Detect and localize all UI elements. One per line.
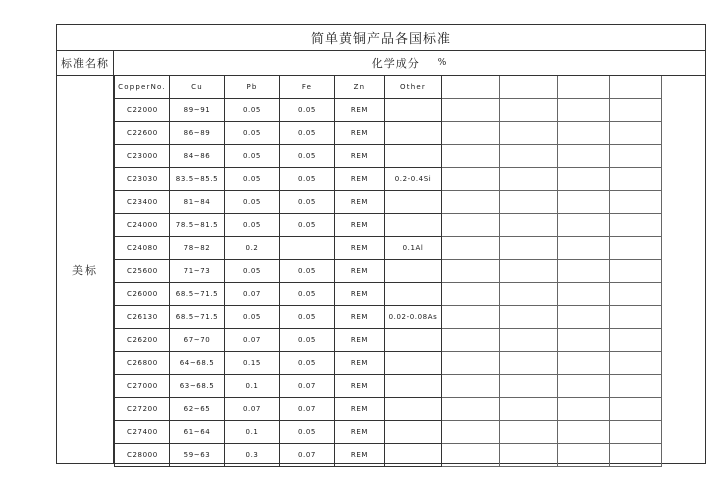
- blank-cell: [442, 122, 500, 145]
- cell-other: [385, 99, 442, 122]
- blank-cell: [558, 214, 610, 237]
- cell-copper-no: C28000: [115, 444, 170, 467]
- table-row: [115, 444, 662, 467]
- cell-zn: REM: [335, 421, 385, 444]
- blank-cell: [610, 352, 662, 375]
- cell-cu: 64~68.5: [170, 352, 225, 375]
- composition-header: [114, 50, 705, 75]
- sheet-title: 简单黄铜产品各国标准: [56, 24, 706, 51]
- blank-cell: [442, 99, 500, 122]
- cell-pb: 0.05: [225, 191, 280, 214]
- cell-pb: 0.3: [225, 444, 280, 467]
- standard-label-us: 美标: [57, 76, 114, 463]
- cell-cu: 89~91: [170, 99, 225, 122]
- cell-fe: 0.05: [280, 191, 335, 214]
- blank-cell: [500, 99, 558, 122]
- blank-cell: [500, 306, 558, 329]
- cell-other: [385, 444, 442, 467]
- column-header-pb: Pb: [225, 76, 280, 99]
- cell-pb: 0.05: [225, 306, 280, 329]
- cell-fe: [280, 237, 335, 260]
- cell-copper-no: C26800: [115, 352, 170, 375]
- cell-pb: 0.07: [225, 283, 280, 306]
- cell-copper-no: C24000: [115, 214, 170, 237]
- cell-pb: 0.05: [225, 99, 280, 122]
- blank-cell: [442, 329, 500, 352]
- blank-cell: [558, 145, 610, 168]
- cell-zn: REM: [335, 352, 385, 375]
- blank-cell: [500, 145, 558, 168]
- blank-cell: [442, 306, 500, 329]
- blank-cell: [442, 352, 500, 375]
- blank-cell: [610, 99, 662, 122]
- blank-cell: [610, 76, 662, 99]
- blank-cell: [610, 214, 662, 237]
- blank-cell: [442, 76, 500, 99]
- blank-cell: [500, 421, 558, 444]
- blank-cell: [558, 375, 610, 398]
- cell-zn: REM: [335, 214, 385, 237]
- blank-cell: [558, 283, 610, 306]
- column-header-row: [115, 76, 662, 99]
- cell-cu: 62~65: [170, 398, 225, 421]
- cell-cu: 61~64: [170, 421, 225, 444]
- standards-sheet: [56, 24, 706, 464]
- blank-cell: [442, 260, 500, 283]
- blank-cell: [558, 352, 610, 375]
- cell-zn: REM: [335, 306, 385, 329]
- cell-pb: 0.1: [225, 421, 280, 444]
- cell-cu: 68.5~71.5: [170, 283, 225, 306]
- blank-cell: [558, 168, 610, 191]
- header-row: [56, 50, 706, 76]
- blank-cell: [442, 283, 500, 306]
- cell-pb: 0.2: [225, 237, 280, 260]
- column-header-cu: Cu: [170, 76, 225, 99]
- cell-other: [385, 191, 442, 214]
- cell-pb: 0.05: [225, 145, 280, 168]
- cell-zn: REM: [335, 237, 385, 260]
- cell-cu: 63~68.5: [170, 375, 225, 398]
- cell-fe: 0.05: [280, 99, 335, 122]
- cell-pb: 0.1: [225, 375, 280, 398]
- cell-other: [385, 421, 442, 444]
- cell-other: [385, 145, 442, 168]
- cell-copper-no: C26200: [115, 329, 170, 352]
- cell-zn: REM: [335, 99, 385, 122]
- blank-cell: [558, 237, 610, 260]
- cell-fe: 0.05: [280, 283, 335, 306]
- cell-zn: REM: [335, 375, 385, 398]
- blank-cell: [442, 398, 500, 421]
- cell-fe: 0.05: [280, 260, 335, 283]
- cell-copper-no: C23030: [115, 168, 170, 191]
- cell-copper-no: C27000: [115, 375, 170, 398]
- table-row: [115, 398, 662, 421]
- cell-cu: 71~73: [170, 260, 225, 283]
- blank-cell: [442, 237, 500, 260]
- blank-cell: [610, 283, 662, 306]
- cell-cu: 83.5~85.5: [170, 168, 225, 191]
- blank-cell: [500, 444, 558, 467]
- blank-cell: [500, 214, 558, 237]
- standard-name-header: 标准名称: [57, 50, 114, 75]
- cell-zn: REM: [335, 283, 385, 306]
- cell-other: 0.1Al: [385, 237, 442, 260]
- blank-cell: [442, 421, 500, 444]
- cell-other: [385, 375, 442, 398]
- cell-pb: 0.05: [225, 122, 280, 145]
- blank-cell: [500, 122, 558, 145]
- blank-cell: [442, 168, 500, 191]
- cell-copper-no: C27400: [115, 421, 170, 444]
- cell-pb: 0.15: [225, 352, 280, 375]
- cell-fe: 0.07: [280, 398, 335, 421]
- cell-cu: 59~63: [170, 444, 225, 467]
- cell-cu: 78~82: [170, 237, 225, 260]
- composition-label: 化学成分: [371, 56, 420, 70]
- table-row: [115, 260, 662, 283]
- cell-copper-no: C27200: [115, 398, 170, 421]
- blank-cell: [558, 260, 610, 283]
- blank-cell: [558, 76, 610, 99]
- cell-fe: 0.05: [280, 329, 335, 352]
- cell-cu: 81~84: [170, 191, 225, 214]
- cell-pb: 0.05: [225, 214, 280, 237]
- blank-cell: [558, 306, 610, 329]
- cell-zn: REM: [335, 191, 385, 214]
- table-row: [115, 283, 662, 306]
- blank-cell: [610, 145, 662, 168]
- blank-cell: [558, 398, 610, 421]
- blank-cell: [500, 398, 558, 421]
- blank-cell: [442, 191, 500, 214]
- blank-cell: [442, 444, 500, 467]
- blank-cell: [610, 421, 662, 444]
- blank-cell: [610, 375, 662, 398]
- cell-copper-no: C23400: [115, 191, 170, 214]
- table-row: [115, 352, 662, 375]
- cell-fe: 0.07: [280, 375, 335, 398]
- cell-copper-no: C22600: [115, 122, 170, 145]
- blank-cell: [500, 283, 558, 306]
- table-row: [115, 375, 662, 398]
- blank-cell: [558, 122, 610, 145]
- cell-pb: 0.05: [225, 168, 280, 191]
- cell-zn: REM: [335, 398, 385, 421]
- blank-cell: [442, 375, 500, 398]
- cell-cu: 78.5~81.5: [170, 214, 225, 237]
- cell-fe: 0.05: [280, 421, 335, 444]
- table-row: [115, 122, 662, 145]
- blank-cell: [500, 329, 558, 352]
- cell-pb: 0.07: [225, 329, 280, 352]
- cell-cu: 84~86: [170, 145, 225, 168]
- blank-cell: [500, 352, 558, 375]
- blank-cell: [500, 168, 558, 191]
- table-row: [115, 168, 662, 191]
- blank-cell: [500, 375, 558, 398]
- cell-copper-no: C26000: [115, 283, 170, 306]
- table-row: [115, 145, 662, 168]
- cell-cu: 67~70: [170, 329, 225, 352]
- blank-cell: [442, 214, 500, 237]
- cell-fe: 0.05: [280, 214, 335, 237]
- cell-other: [385, 398, 442, 421]
- blank-cell: [558, 99, 610, 122]
- blank-cell: [610, 444, 662, 467]
- table-row: [115, 214, 662, 237]
- blank-cell: [610, 306, 662, 329]
- table-body: [56, 76, 706, 464]
- blank-cell: [558, 421, 610, 444]
- cell-other: [385, 352, 442, 375]
- cell-fe: 0.05: [280, 145, 335, 168]
- table-row: [115, 421, 662, 444]
- cell-fe: 0.05: [280, 122, 335, 145]
- cell-fe: 0.05: [280, 168, 335, 191]
- cell-fe: 0.05: [280, 352, 335, 375]
- cell-other: 0.02-0.08As: [385, 306, 442, 329]
- cell-zn: REM: [335, 329, 385, 352]
- blank-cell: [500, 191, 558, 214]
- blank-cell: [558, 191, 610, 214]
- cell-copper-no: C22000: [115, 99, 170, 122]
- table-row: [115, 191, 662, 214]
- blank-cell: [558, 444, 610, 467]
- cell-copper-no: C25600: [115, 260, 170, 283]
- blank-cell: [610, 398, 662, 421]
- cell-other: [385, 260, 442, 283]
- column-header-fe: Fe: [280, 76, 335, 99]
- blank-cell: [500, 260, 558, 283]
- cell-other: [385, 283, 442, 306]
- cell-other: 0.2-0.4Si: [385, 168, 442, 191]
- cell-other: [385, 214, 442, 237]
- cell-other: [385, 329, 442, 352]
- column-header-zn: Zn: [335, 76, 385, 99]
- cell-pb: 0.07: [225, 398, 280, 421]
- cell-cu: 86~89: [170, 122, 225, 145]
- blank-cell: [610, 168, 662, 191]
- column-header-copper-no: CopperNo.: [115, 76, 170, 99]
- cell-fe: 0.05: [280, 306, 335, 329]
- cell-fe: 0.07: [280, 444, 335, 467]
- cell-zn: REM: [335, 145, 385, 168]
- blank-cell: [610, 329, 662, 352]
- blank-cell: [558, 329, 610, 352]
- table-row: [115, 329, 662, 352]
- column-header-other: Other: [385, 76, 442, 99]
- table-row: [115, 99, 662, 122]
- blank-cell: [610, 260, 662, 283]
- cell-zn: REM: [335, 168, 385, 191]
- percent-unit: %: [437, 57, 448, 68]
- cell-copper-no: C26130: [115, 306, 170, 329]
- table-row: [115, 237, 662, 260]
- table-row: [115, 306, 662, 329]
- composition-table: [114, 76, 662, 467]
- blank-cell: [610, 237, 662, 260]
- blank-cell: [610, 122, 662, 145]
- cell-copper-no: C24080: [115, 237, 170, 260]
- cell-cu: 68.5~71.5: [170, 306, 225, 329]
- cell-zn: REM: [335, 260, 385, 283]
- cell-pb: 0.05: [225, 260, 280, 283]
- cell-zn: REM: [335, 122, 385, 145]
- cell-copper-no: C23000: [115, 145, 170, 168]
- blank-cell: [500, 237, 558, 260]
- blank-cell: [442, 145, 500, 168]
- cell-other: [385, 122, 442, 145]
- blank-cell: [610, 191, 662, 214]
- blank-cell: [500, 76, 558, 99]
- cell-zn: REM: [335, 444, 385, 467]
